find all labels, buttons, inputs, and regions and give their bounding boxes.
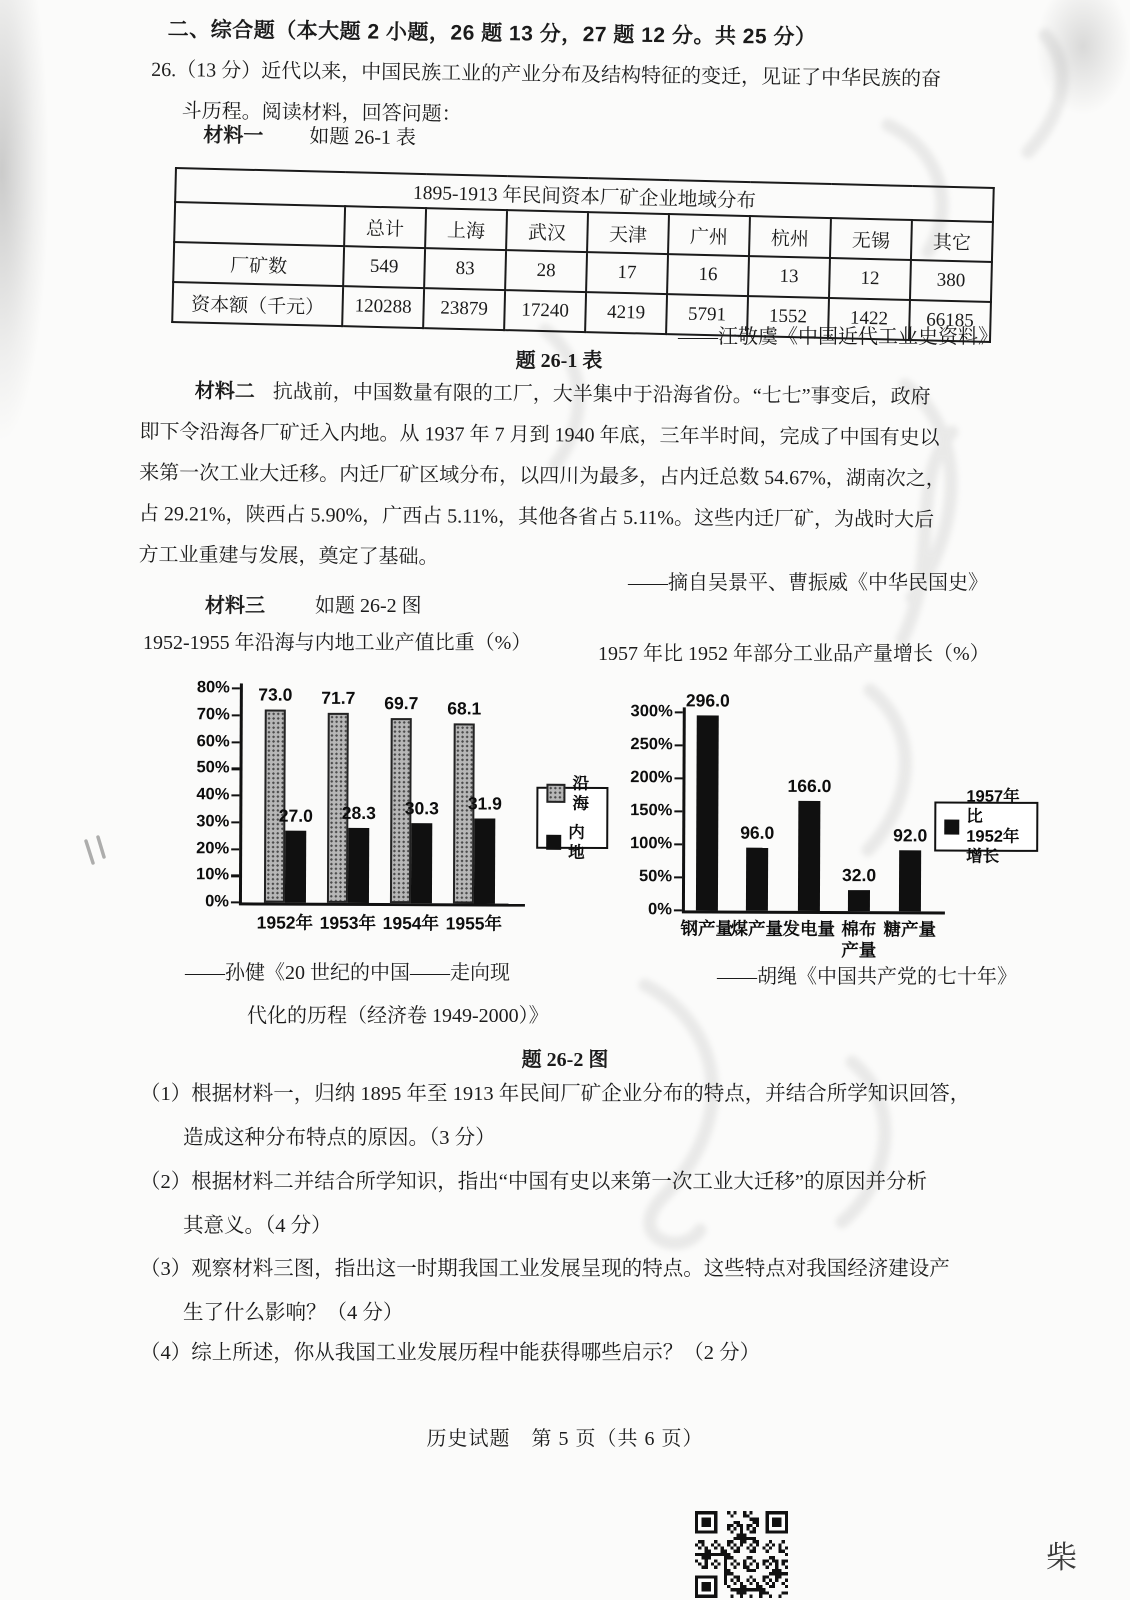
- x-category-label: 棉布 产量: [841, 919, 877, 961]
- x-category-label: 煤产量: [730, 918, 784, 939]
- material2-line3: 来第一次工业大迁移。内迁厂矿区域分布，以四川为最多，占内迁总数 54.67%，湖南次之，: [139, 461, 946, 491]
- table-col-header: 天津: [587, 212, 669, 254]
- y-tick-mark: [231, 901, 239, 903]
- material2-line1: 材料二 抗战前，中国数量有限的工厂，大半集中于沿海省份。“七七”事变后，政府: [194, 380, 931, 409]
- material2-line4: 占 29.21%，陕西占 5.90%，广西占 5.11%，其他各省占 5.11%。这些内迁厂矿，为战时大后: [138, 502, 935, 532]
- y-tick-mark: [674, 909, 682, 911]
- table-row-label: 资本额（千元）: [172, 282, 343, 326]
- table-value-cell: 5791: [666, 294, 748, 336]
- page-footer: 历史试题 第 5 页（共 6 页）: [426, 1428, 704, 1450]
- y-tick-label: 100%: [629, 834, 673, 853]
- industrial-growth-bar-chart: [599, 660, 1130, 977]
- legend-swatch-solid: [546, 835, 561, 850]
- qr-code: [695, 1511, 788, 1598]
- bar-value-label: 28.3: [341, 802, 376, 824]
- question-1-line2: 造成这种分布特点的原因。（3 分）: [183, 1127, 496, 1149]
- left-chart-source-line2: 代化的历程（经济卷 1949-2000）》: [247, 1005, 549, 1027]
- y-tick-mark: [674, 843, 682, 845]
- table-col-header: 杭州: [749, 216, 831, 258]
- bar-value-label: 27.0: [278, 806, 313, 827]
- x-category-label: 发电量: [782, 918, 836, 940]
- y-tick-label: 70%: [196, 704, 230, 724]
- bar-series: [798, 801, 820, 911]
- q26-intro-line2: 斗历程。阅读材料，回答问题：: [181, 100, 462, 126]
- question-3-line2: 生了什么影响？（4 分）: [183, 1302, 404, 1324]
- table-col-header: 上海: [425, 208, 507, 250]
- table-value-cell: 13: [748, 256, 830, 298]
- material3-ref: 如题 26-2 图: [315, 595, 422, 617]
- section-header: 二、综合题（本大题 2 小题，26 题 13 分，27 题 12 分。共 25 分）: [167, 18, 817, 49]
- table-value-cell: 17240: [504, 290, 586, 332]
- question-2-line2: 其意义。（4 分）: [183, 1215, 332, 1237]
- bar-value-label: 68.1: [447, 697, 482, 719]
- table-value-cell: 4219: [585, 292, 667, 334]
- left-chart-source-line1: ——孙健《20 世纪的中国——走向现: [185, 962, 510, 984]
- bar-series: [746, 847, 768, 910]
- material2-label: 材料二: [194, 380, 255, 403]
- bar-value-label: 166.0: [787, 776, 832, 797]
- question-3-line1: （3）观察材料三图，指出这一时期我国工业发展呈现的特点。这些特点对我国经济建设产: [140, 1258, 950, 1280]
- material3-label: 材料三: [205, 595, 265, 617]
- table-value-cell: 17: [586, 252, 668, 294]
- legend-swatch-solid: [944, 819, 959, 834]
- bar-series: [899, 851, 921, 912]
- material2-line2: 即下令沿海各厂矿迁入内地。从 1937 年 7 月到 1940 年底，三年半时间，完成了中国有史以: [139, 420, 940, 450]
- x-category-label: 1953年: [319, 912, 377, 934]
- y-tick-label: 60%: [196, 731, 230, 750]
- y-axis-line: [682, 707, 685, 912]
- y-tick-mark: [232, 741, 240, 743]
- y-tick-label: 250%: [630, 735, 673, 754]
- table-value-cell: 66185: [909, 300, 991, 342]
- table-col-header: 其它: [911, 220, 993, 262]
- table-value-cell: 12: [829, 258, 911, 300]
- table-row-label: 厂矿数: [173, 242, 344, 286]
- bar-series: [285, 831, 306, 903]
- table-col-header: 总计: [344, 206, 426, 248]
- material2-source: ——摘自吴景平、曹振威《中华民国史》: [628, 572, 988, 594]
- bar-series: [474, 819, 495, 904]
- material1-table-wrap: [171, 167, 995, 343]
- x-category-label: 钢产量: [680, 918, 734, 939]
- right-chart-source: ——胡绳《中国共产党的七十年》: [717, 966, 1017, 988]
- y-tick-label: 10%: [195, 865, 230, 884]
- y-tick-label: 0%: [205, 892, 229, 911]
- bar-value-label: 296.0: [685, 690, 730, 711]
- y-tick-mark: [231, 875, 239, 877]
- x-category-label: 1955年: [445, 913, 503, 934]
- x-category-label: 1952年: [256, 912, 314, 933]
- material1-label: 材料一: [203, 124, 264, 148]
- material3-heading: [205, 589, 422, 618]
- x-category-label: 糖产量: [883, 919, 937, 940]
- table-col-header: 无锡: [830, 218, 912, 260]
- y-tick-label: 50%: [638, 867, 673, 886]
- y-tick-mark: [674, 810, 682, 812]
- y-tick-label: 30%: [196, 811, 230, 831]
- table-col-header: 广州: [668, 214, 750, 256]
- question-2-line1: （2）根据材料二并结合所学知识，指出“中国有史以来第一次工业大迁移”的原因并分析: [140, 1171, 927, 1193]
- table-caption: 题 26-1 表: [515, 350, 603, 372]
- table-value-cell: 28: [505, 250, 587, 292]
- legend-label: 内地: [568, 823, 585, 862]
- y-tick-mark: [231, 848, 239, 850]
- material1-ref: 如题 26-1 表: [309, 125, 417, 150]
- chart-legend: [536, 774, 608, 862]
- bar-series: [348, 828, 369, 903]
- y-tick-label: 300%: [630, 702, 673, 721]
- table-value-cell: 16: [667, 254, 749, 296]
- legend-entry: [546, 822, 598, 862]
- bar-series: [411, 823, 432, 903]
- x-category-label: 1954年: [382, 913, 440, 934]
- table-value-cell: 83: [424, 248, 506, 290]
- table-value-cell: 120288: [342, 286, 424, 328]
- y-tick-label: 80%: [196, 678, 230, 697]
- legend-entry: [944, 787, 1028, 867]
- table-title-cell: 1895-1913 年民间资本厂矿企业地域分布: [175, 168, 994, 222]
- y-tick-label: 0%: [648, 900, 672, 919]
- bar-value-label: 71.7: [321, 687, 356, 708]
- bar-value-label: 30.3: [404, 797, 439, 819]
- figure-caption: 题 26-2 图: [521, 1049, 609, 1071]
- table-value-cell: 1552: [747, 296, 829, 338]
- chart-legend: [934, 787, 1038, 866]
- header-block: [0, 0, 1100, 150]
- y-tick-mark: [675, 744, 683, 746]
- y-tick-mark: [231, 794, 239, 796]
- left-margin-pen-marks: [78, 835, 118, 895]
- legend-swatch-coastal: [546, 784, 565, 803]
- table-value-cell: 1422: [828, 298, 910, 340]
- material1-heading: [203, 118, 416, 150]
- bar-value-label: 69.7: [384, 693, 419, 714]
- table-value-cell: 549: [343, 246, 425, 288]
- table-value-cell: 380: [910, 260, 992, 302]
- corner-mark: 柴: [1046, 1540, 1077, 1575]
- y-tick-label: 200%: [630, 768, 673, 787]
- bar-value-label: 96.0: [740, 822, 775, 843]
- y-tick-label: 150%: [630, 801, 673, 820]
- y-tick-label: 50%: [196, 758, 230, 777]
- material2-line5: 方工业重建与发展，奠定了基础。: [138, 543, 439, 569]
- bar-value-label: 92.0: [893, 825, 928, 846]
- bar-value-label: 31.9: [467, 793, 502, 815]
- y-tick-label: 20%: [196, 838, 230, 857]
- y-tick-mark: [674, 777, 682, 779]
- right-chart-title: 1957 年比 1952 年部分工业品产量增长（%）: [598, 643, 990, 665]
- legend-entry: [546, 773, 598, 813]
- bar-value-label: 32.0: [841, 864, 877, 886]
- bar-value-label: 73.0: [258, 684, 293, 705]
- bar-series: [696, 715, 719, 910]
- y-tick-mark: [674, 876, 682, 878]
- coastal-inland-bar-chart: [139, 660, 640, 947]
- question-4-line1: （4）综上所述，你从我国工业发展历程中能获得哪些启示？（2 分）: [140, 1342, 761, 1364]
- left-chart-title: 1952-1955 年沿海与内地工业产值比重（%）: [143, 632, 532, 654]
- table-col-header: 武汉: [506, 210, 588, 252]
- y-tick-mark: [231, 821, 239, 823]
- bar-series: [848, 890, 870, 911]
- material1-table: [171, 167, 995, 343]
- question-1-line1: （1）根据材料一，归纳 1895 年至 1913 年民间厂矿企业分布的特点，并结合所学知识回答，: [140, 1083, 971, 1105]
- y-tick-mark: [675, 711, 683, 713]
- material1-source: ——汪敬虞《中国近代工业史资料》: [678, 326, 998, 348]
- y-tick-mark: [232, 768, 240, 770]
- q26-intro-line1: 26.（13 分）近代以来，中国民族工业的产业分布及结构特征的变迁，见证了中华民族的奋: [151, 58, 942, 91]
- material2-block: [138, 371, 1035, 583]
- table-value-cell: 23879: [423, 288, 505, 330]
- legend-label: 沿海: [572, 774, 590, 813]
- y-tick-label: 40%: [196, 785, 230, 804]
- y-tick-mark: [232, 714, 240, 716]
- top-right-scan-blotch: [1005, 0, 1130, 170]
- legend-label: 1957年比 1952年增长: [966, 787, 1020, 866]
- table-corner-cell: [174, 202, 345, 246]
